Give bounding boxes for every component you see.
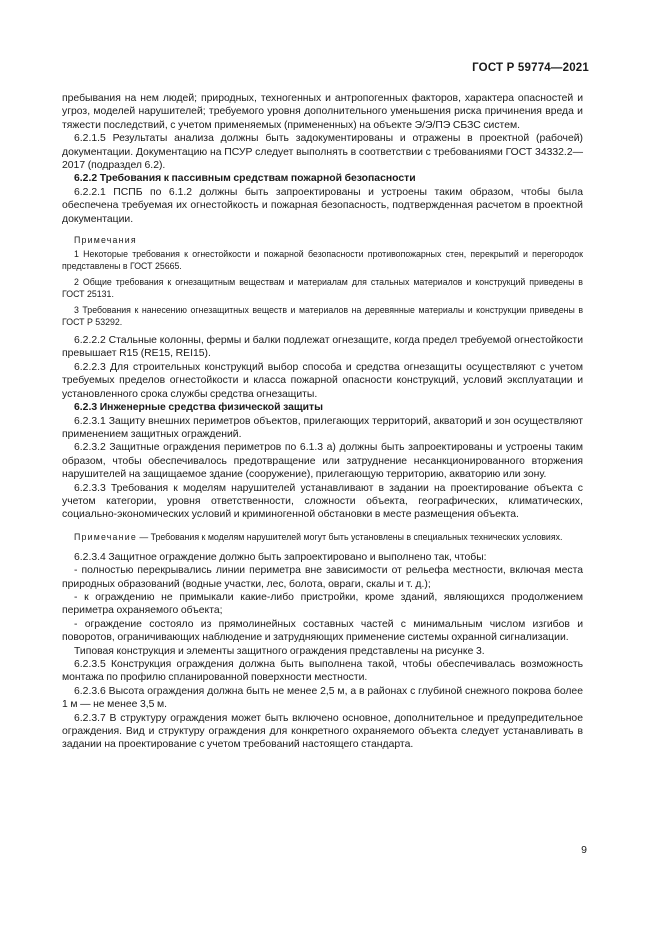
page-body [62,92,583,752]
note-1: 1 Некоторые требования к огнестойкости и пожарной безопасности противопожарных стен, перекрытий и перегородок представлены в ГОСТ 25665. [62,249,583,272]
note-label: Примечание [74,531,137,542]
paragraph-6-2-3-7: 6.2.3.7 В структуру ограждения может быть включено основное, дополнительное и предупредительное ограждения. Вид и структуру ограждения для конкретного охраняемого объекта следует устанавливать в задании на проектирование с учетом требований настоящего стандарта. [62,712,583,751]
paragraph-6-2-3-2: 6.2.3.2 Защитные ограждения периметров по 6.1.3 а) должны быть запроектированы и устроены таким образом, чтобы обеспечивалось предотвращение или затруднение несанкционированного вторжения нарушителей на защищаемое здание (сооружение), прилегающую территорию, акваторию или зону. [62,442,583,481]
paragraph-figure-reference: Типовая конструкция и элементы защитного ограждения представлены на рисунке 3. [74,645,485,657]
paragraph: пребывания на нем людей; природных, техногенных и антропогенных факторов, характера опасностей и угроз, моделей нарушителей; требуемого уровня дополнительного уменьшения риска причинения вреда и тяжести последствий, с учетом применяемых (примененных) на объекте Э/Э/ПЭ СБЗС систем. [62,93,583,131]
list-item: - полностью перекрывались линии периметра вне зависимости от рельефа местности, включая места природных образований (водные участки, лес, болота, овраги, скалы и т. д.); [62,565,583,590]
notes-heading: Примечания [74,235,137,246]
note-2: 2 Общие требования к огнезащитным веществам и материалам для стальных материалов и конструкций приведены в ГОСТ 25131. [62,277,583,300]
paragraph-6-2-3-5: 6.2.3.5 Конструкция ограждения должна быть выполнена такой, чтобы обеспечивалась возможность монтажа по профилю спланированной поверхности местности. [62,659,583,684]
paragraph-6-2-2-3: 6.2.2.3 Для строительных конструкций выбор способа и средства огнезащиты осуществляют с учетом требуемых пределов огнестойкости и класса пожарной опасности конструкций, условий эксплуатации и установленного срока службы средства огнезащиты. [62,361,583,400]
document-code: ГОСТ Р 59774—2021 [472,62,589,74]
paragraph-6-2-3-4: 6.2.3.4 Защитное ограждение должно быть запроектировано и выполнено так, чтобы: [74,551,487,563]
paragraph-6-2-2-1: 6.2.2.1 ПСПБ по 6.1.2 должны быть запроектированы и устроены таким образом, чтобы была обеспечена требуемая их огнестойкость и пожарная безопасность, подтвержденная расчетом в проектной документации. [62,186,583,225]
section-heading-6-2-2: 6.2.2 Требования к пассивным средствам пожарной безопасности [74,173,416,185]
note-text: — Требования к моделям нарушителей могут быть установлены в специальных технических условиях. [136,531,563,542]
page-number: 9 [581,844,587,856]
note-3: 3 Требования к нанесению огнезащитных веществ и материалов на деревянные материалы и конструкции приведены в ГОСТ Р 53292. [62,305,583,328]
section-heading-6-2-3: 6.2.3 Инженерные средства физической защиты [74,402,324,414]
list-item: - к ограждению не примыкали какие-либо пристройки, кроме зданий, являющихся продолжением периметра охраняемого объекта; [62,591,583,617]
paragraph-6-2-2-2: 6.2.2.2 Стальные колонны, фермы и балки подлежат огнезащите, когда предел требуемой огнестойкости превышает R15 (RE15, REI15). [62,335,583,360]
paragraph-6-2-3-6: 6.2.3.6 Высота ограждения должна быть не менее 2,5 м, а в районах с глубиной снежного покрова более 1 м — не менее 3,5 м. [62,685,583,711]
paragraph-6-2-3-3: 6.2.3.3 Требования к моделям нарушителей устанавливают в задании на проектирование объекта с учетом категории, уровня ответственности, сложности объекта, географических, климатических, социально-экономических условий и криминогенной обстановки в месте размещения объекта. [62,482,583,521]
paragraph-6-2-1-5: 6.2.1.5 Результаты анализа должны быть задокументированы и отражены в проектной (рабочей) документации. Документацию на ПСУР следует выполнять в соответствии с требованиями ГОСТ 34332.2—2017 (подраздел 6.2). [62,133,583,172]
list-item: - ограждение состояло из прямолинейных составных частей с минимальным числом изгибов и поворотов, ограничивающих наблюдение и затрудняющих применение системы охранной сигнализации. [62,618,583,644]
paragraph-6-2-3-1: 6.2.3.1 Защиту внешних периметров объектов, прилегающих территорий, акваторий и зон осуществляют применением защитных ограждений. [62,415,583,440]
note-intruder-models [62,531,583,543]
